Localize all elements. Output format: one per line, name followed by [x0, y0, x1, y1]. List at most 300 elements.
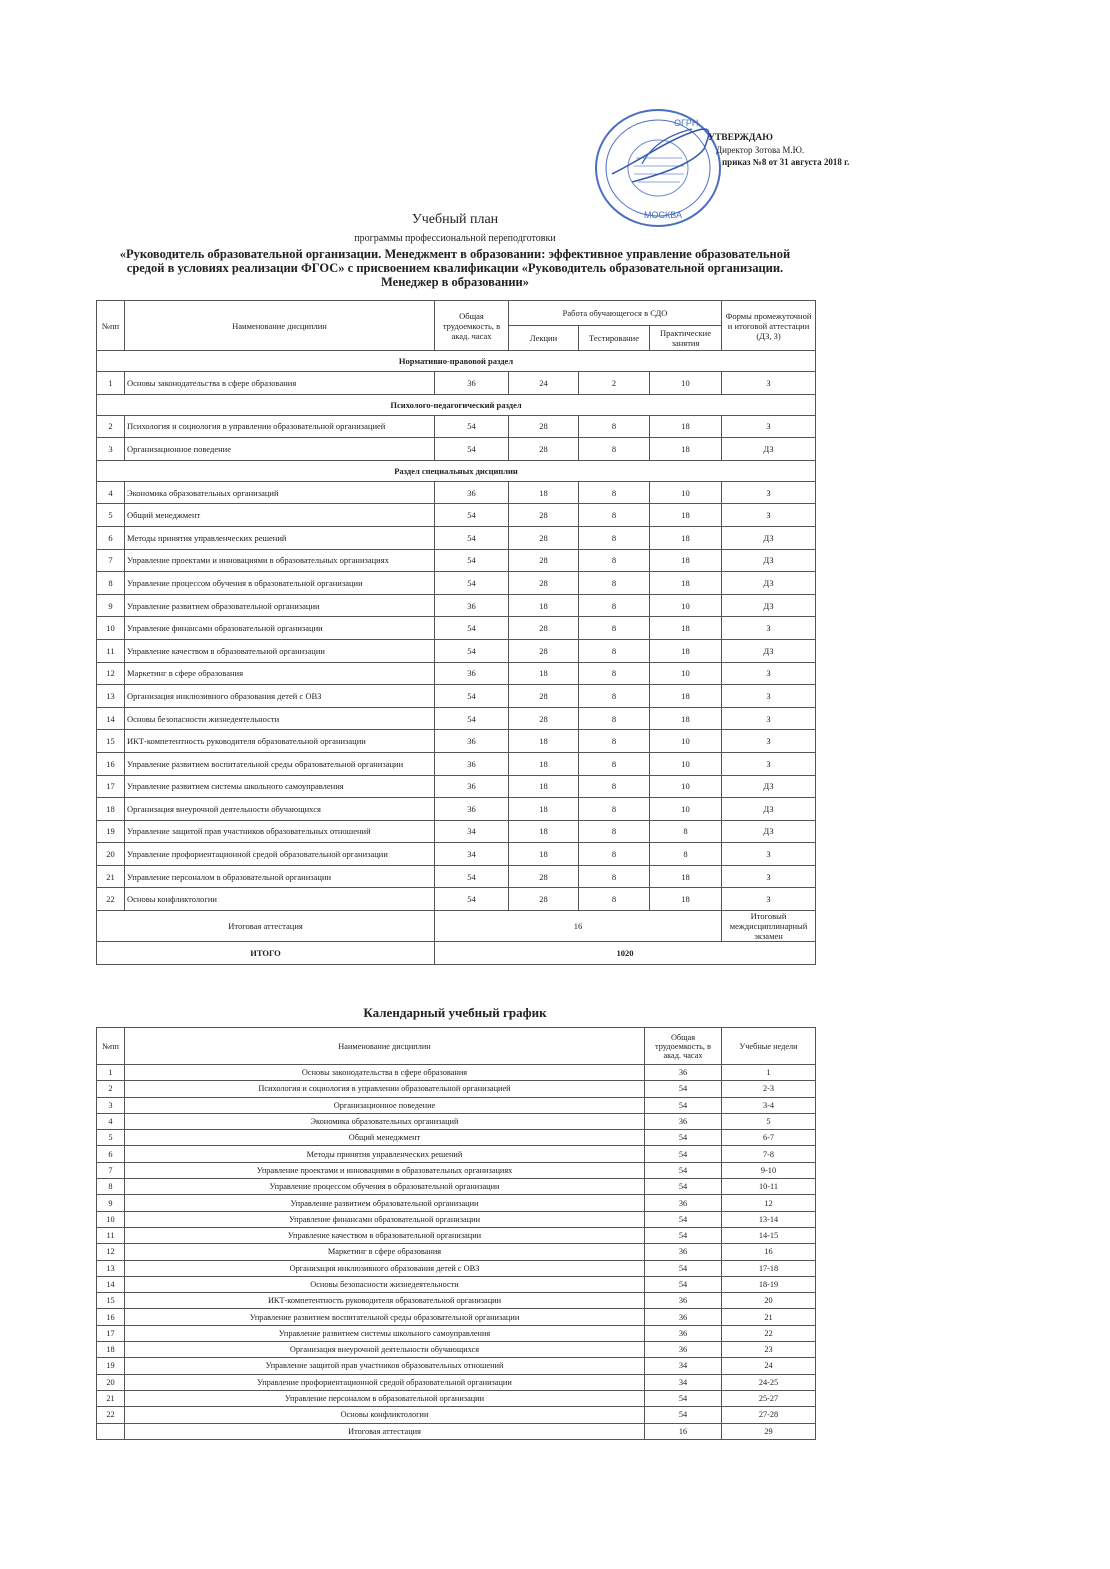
- section-row: [97, 394, 816, 415]
- approval-order: приказ №8 от 31 августа 2018 г.: [722, 157, 850, 167]
- row-num: 14: [97, 1276, 125, 1292]
- study-weeks: 29: [722, 1423, 816, 1439]
- table-row: [97, 685, 816, 708]
- testing-hours: 8: [579, 775, 650, 798]
- practice-hours: 10: [650, 372, 722, 395]
- table-row: [97, 1065, 816, 1081]
- assessment-form: ДЗ: [722, 572, 816, 595]
- study-weeks: 16: [722, 1244, 816, 1260]
- practice-hours: 8: [650, 843, 722, 866]
- calendar-title: Календарный учебный график: [363, 1005, 547, 1020]
- total-hours: 36: [435, 752, 509, 775]
- stamp-text-top: ОГРН: [674, 118, 699, 128]
- discipline-name: Управление персоналом в образовательной организации: [125, 1390, 645, 1406]
- practice-hours: 18: [650, 888, 722, 911]
- header-name: Наименование дисциплин: [125, 301, 435, 351]
- stamp-text-bottom: МОСКВА: [644, 210, 682, 220]
- study-weeks: 9-10: [722, 1162, 816, 1178]
- row-num: 3: [97, 1097, 125, 1113]
- assessment-form: З: [722, 752, 816, 775]
- total-hours: 36: [435, 481, 509, 504]
- assessment-form: З: [722, 707, 816, 730]
- study-weeks: 23: [722, 1342, 816, 1358]
- row-num: 9: [97, 1195, 125, 1211]
- section-title: Психолого-педагогический раздел: [97, 394, 816, 415]
- total-hours: 16: [645, 1423, 722, 1439]
- total-hours: 36: [645, 1293, 722, 1309]
- total-hours: 36: [645, 1342, 722, 1358]
- row-num: 17: [97, 1325, 125, 1341]
- assessment-form: З: [722, 415, 816, 438]
- row-num: 12: [97, 1244, 125, 1260]
- table-row: [97, 1081, 816, 1097]
- approval-director: Директор Зотова М.Ю.: [716, 145, 805, 155]
- discipline-name: Управление проектами и инновациями в образовательных организациях: [125, 549, 435, 572]
- total-hours: 36: [435, 662, 509, 685]
- plan-subtitle: программы профессиональной переподготовки: [354, 233, 556, 244]
- assessment-form: З: [722, 372, 816, 395]
- total-hours: 54: [435, 526, 509, 549]
- row-num: 8: [97, 1179, 125, 1195]
- total-hours: 54: [435, 549, 509, 572]
- testing-hours: 8: [579, 526, 650, 549]
- testing-hours: 8: [579, 504, 650, 527]
- total-hours: 54: [435, 639, 509, 662]
- table-row: [97, 843, 816, 866]
- practice-hours: 18: [650, 572, 722, 595]
- discipline-name: Управление развитием образовательной организации: [125, 594, 435, 617]
- practice-hours: 10: [650, 775, 722, 798]
- assessment-form: З: [722, 730, 816, 753]
- total-label: ИТОГО: [97, 942, 435, 965]
- table-row: [97, 865, 816, 888]
- table-row: [97, 1130, 816, 1146]
- header-forms: Формы промежуточной и итоговой аттестации (ДЗ, З): [722, 301, 816, 351]
- row-num: 4: [97, 481, 125, 504]
- row-num: 11: [97, 1227, 125, 1243]
- table-row: [97, 888, 816, 911]
- table-row: [97, 1374, 816, 1390]
- table-row: [97, 372, 816, 395]
- row-num: 3: [97, 438, 125, 461]
- practice-hours: 10: [650, 730, 722, 753]
- lecture-hours: 28: [509, 572, 579, 595]
- row-num: 19: [97, 820, 125, 843]
- study-weeks: 18-19: [722, 1276, 816, 1292]
- total-hours: 34: [435, 843, 509, 866]
- discipline-name: Организационное поведение: [125, 1097, 645, 1113]
- total-hours: 54: [645, 1179, 722, 1195]
- testing-hours: 8: [579, 730, 650, 753]
- practice-hours: 18: [650, 415, 722, 438]
- total-hours: 54: [645, 1390, 722, 1406]
- discipline-name: Итоговая аттестация: [125, 1423, 645, 1439]
- program-name: «Руководитель образовательной организации. Менеджмент в образовании: эффективное управление образовательной средой в условиях реализации ФГОС» с присвоением квалификации «Руководитель образовательной организации. Менеджер в образовании»: [119, 247, 791, 289]
- practice-hours: 8: [650, 820, 722, 843]
- cal-header-weeks: Учебные недели: [722, 1028, 816, 1065]
- testing-hours: 8: [579, 594, 650, 617]
- study-plan-table: [96, 300, 816, 965]
- assessment-form: ДЗ: [722, 775, 816, 798]
- lecture-hours: 24: [509, 372, 579, 395]
- row-num: 1: [97, 1065, 125, 1081]
- total-hours: 36: [645, 1325, 722, 1341]
- testing-hours: 8: [579, 617, 650, 640]
- practice-hours: 10: [650, 662, 722, 685]
- table-row: [97, 1325, 816, 1341]
- discipline-name: ИКТ-компетентность руководителя образовательной организации: [125, 730, 435, 753]
- testing-hours: 8: [579, 662, 650, 685]
- total-hours: 36: [435, 730, 509, 753]
- table-row: [97, 1293, 816, 1309]
- study-weeks: 10-11: [722, 1179, 816, 1195]
- discipline-name: ИКТ-компетентность руководителя образовательной организации: [125, 1293, 645, 1309]
- header-lectures: Лекции: [509, 326, 579, 351]
- total-hours: 54: [435, 617, 509, 640]
- discipline-name: Управление защитой прав участников образовательных отношений: [125, 820, 435, 843]
- discipline-name: Основы безопасности жизнедеятельности: [125, 1276, 645, 1292]
- table-row: [97, 798, 816, 821]
- header-testing: Тестирование: [579, 326, 650, 351]
- assessment-form: З: [722, 865, 816, 888]
- discipline-name: Управление финансами образовательной организации: [125, 1211, 645, 1227]
- discipline-name: Основы законодательства в сфере образования: [125, 1065, 645, 1081]
- row-num: 2: [97, 415, 125, 438]
- lecture-hours: 28: [509, 617, 579, 640]
- row-num: 8: [97, 572, 125, 595]
- table-row: [97, 1423, 816, 1439]
- lecture-hours: 18: [509, 843, 579, 866]
- practice-hours: 10: [650, 594, 722, 617]
- practice-hours: 18: [650, 549, 722, 572]
- discipline-name: Основы конфликтологии: [125, 888, 435, 911]
- practice-hours: 10: [650, 481, 722, 504]
- row-num: 10: [97, 1211, 125, 1227]
- total-hours: 34: [435, 820, 509, 843]
- total-hours: 54: [435, 572, 509, 595]
- discipline-name: Основы безопасности жизнедеятельности: [125, 707, 435, 730]
- row-num: 20: [97, 1374, 125, 1390]
- total-hours: 54: [645, 1407, 722, 1423]
- table-row: [97, 752, 816, 775]
- study-weeks: 27-28: [722, 1407, 816, 1423]
- testing-hours: 2: [579, 372, 650, 395]
- testing-hours: 8: [579, 549, 650, 572]
- discipline-name: Основы законодательства в сфере образования: [125, 372, 435, 395]
- testing-hours: 8: [579, 438, 650, 461]
- header-total: Общая трудоемкость, в акад. часах: [435, 301, 509, 351]
- discipline-name: Управление развитием системы школьного самоуправления: [125, 1325, 645, 1341]
- testing-hours: 8: [579, 572, 650, 595]
- table-row: [97, 1407, 816, 1423]
- study-weeks: 5: [722, 1113, 816, 1129]
- total-hours: 54: [645, 1146, 722, 1162]
- row-num: [97, 1423, 125, 1439]
- table-row: [97, 1179, 816, 1195]
- lecture-hours: 28: [509, 707, 579, 730]
- discipline-name: Организация внеурочной деятельности обучающихся: [125, 798, 435, 821]
- testing-hours: 8: [579, 752, 650, 775]
- discipline-name: Управление профориентационной средой образовательной организации: [125, 1374, 645, 1390]
- discipline-name: Управление развитием воспитательной среды образовательной организации: [125, 1309, 645, 1325]
- study-weeks: 13-14: [722, 1211, 816, 1227]
- row-num: 4: [97, 1113, 125, 1129]
- total-hours: 54: [435, 707, 509, 730]
- row-num: 9: [97, 594, 125, 617]
- discipline-name: Управление проектами и инновациями в образовательных организациях: [125, 1162, 645, 1178]
- lecture-hours: 28: [509, 865, 579, 888]
- row-num: 21: [97, 865, 125, 888]
- total-hours: 54: [645, 1097, 722, 1113]
- table-row: [97, 1309, 816, 1325]
- study-weeks: 3-4: [722, 1097, 816, 1113]
- study-weeks: 21: [722, 1309, 816, 1325]
- lecture-hours: 18: [509, 775, 579, 798]
- table-row: [97, 1097, 816, 1113]
- total-hours: 36: [435, 594, 509, 617]
- cal-header-name: Наименование дисциплин: [125, 1028, 645, 1065]
- table-row: [97, 1244, 816, 1260]
- row-num: 2: [97, 1081, 125, 1097]
- testing-hours: 8: [579, 820, 650, 843]
- row-num: 16: [97, 1309, 125, 1325]
- discipline-name: Общий менеджмент: [125, 504, 435, 527]
- study-weeks: 20: [722, 1293, 816, 1309]
- lecture-hours: 18: [509, 820, 579, 843]
- practice-hours: 18: [650, 707, 722, 730]
- lecture-hours: 28: [509, 549, 579, 572]
- testing-hours: 8: [579, 415, 650, 438]
- table-row: [97, 1146, 816, 1162]
- discipline-name: Основы конфликтологии: [125, 1407, 645, 1423]
- study-weeks: 2-3: [722, 1081, 816, 1097]
- total-hours: 54: [645, 1130, 722, 1146]
- lecture-hours: 28: [509, 639, 579, 662]
- assessment-form: З: [722, 504, 816, 527]
- table-row: [97, 549, 816, 572]
- study-weeks: 24: [722, 1358, 816, 1374]
- lecture-hours: 18: [509, 594, 579, 617]
- practice-hours: 18: [650, 639, 722, 662]
- discipline-name: Маркетинг в сфере образования: [125, 662, 435, 685]
- practice-hours: 18: [650, 865, 722, 888]
- testing-hours: 8: [579, 798, 650, 821]
- table-row: [97, 526, 816, 549]
- section-title: Раздел специальных дисциплин: [97, 460, 816, 481]
- table-row: [97, 1260, 816, 1276]
- final-attestation-hours: 16: [435, 911, 722, 942]
- study-weeks: 22: [722, 1325, 816, 1341]
- table-row: [97, 415, 816, 438]
- row-num: 16: [97, 752, 125, 775]
- calendar-table: [96, 1027, 816, 1440]
- total-hours: 36: [645, 1244, 722, 1260]
- section-row: [97, 460, 816, 481]
- assessment-form: З: [722, 617, 816, 640]
- table-row: [97, 438, 816, 461]
- total-hours: 54: [435, 865, 509, 888]
- practice-hours: 18: [650, 504, 722, 527]
- study-weeks: 12: [722, 1195, 816, 1211]
- total-row: [97, 942, 816, 965]
- testing-hours: 8: [579, 639, 650, 662]
- assessment-form: ДЗ: [722, 549, 816, 572]
- testing-hours: 8: [579, 707, 650, 730]
- total-hours: 54: [645, 1081, 722, 1097]
- total-hours: 54: [435, 888, 509, 911]
- discipline-name: Управление персоналом в образовательной организации: [125, 865, 435, 888]
- practice-hours: 18: [650, 617, 722, 640]
- total-hours: 54: [435, 504, 509, 527]
- discipline-name: Психология и социология в управлении образовательной организацией: [125, 415, 435, 438]
- header-work: Работа обучающегося в СДО: [509, 301, 722, 326]
- discipline-name: Экономика образовательных организаций: [125, 1113, 645, 1129]
- lecture-hours: 28: [509, 438, 579, 461]
- study-weeks: 17-18: [722, 1260, 816, 1276]
- table-row: [97, 662, 816, 685]
- lecture-hours: 18: [509, 798, 579, 821]
- discipline-name: Управление качеством в образовательной организации: [125, 1227, 645, 1243]
- discipline-name: Управление профориентационной средой образовательной организации: [125, 843, 435, 866]
- total-hours: 1020: [435, 942, 816, 965]
- cal-header-num: №пп: [97, 1028, 125, 1065]
- row-num: 14: [97, 707, 125, 730]
- total-hours: 54: [645, 1276, 722, 1292]
- total-hours: 36: [435, 372, 509, 395]
- study-weeks: 7-8: [722, 1146, 816, 1162]
- approval-block: [706, 132, 849, 168]
- testing-hours: 8: [579, 685, 650, 708]
- assessment-form: ДЗ: [722, 639, 816, 662]
- table-row: [97, 504, 816, 527]
- row-num: 6: [97, 526, 125, 549]
- practice-hours: 10: [650, 798, 722, 821]
- header-practice: Практические занятия: [650, 326, 722, 351]
- table-row: [97, 1276, 816, 1292]
- study-weeks: 1: [722, 1065, 816, 1081]
- row-num: 19: [97, 1358, 125, 1374]
- total-hours: 36: [645, 1195, 722, 1211]
- row-num: 12: [97, 662, 125, 685]
- discipline-name: Методы принятия управленческих решений: [125, 1146, 645, 1162]
- discipline-name: Управление финансами образовательной организации: [125, 617, 435, 640]
- row-num: 17: [97, 775, 125, 798]
- section-title: Нормативно-правовой раздел: [97, 351, 816, 372]
- total-hours: 36: [645, 1113, 722, 1129]
- study-weeks: 6-7: [722, 1130, 816, 1146]
- lecture-hours: 18: [509, 481, 579, 504]
- row-num: 5: [97, 1130, 125, 1146]
- total-hours: 36: [645, 1065, 722, 1081]
- discipline-name: Общий менеджмент: [125, 1130, 645, 1146]
- lecture-hours: 28: [509, 526, 579, 549]
- total-hours: 54: [645, 1162, 722, 1178]
- discipline-name: Управление защитой прав участников образовательных отношений: [125, 1358, 645, 1374]
- row-num: 13: [97, 1260, 125, 1276]
- discipline-name: Психология и социология в управлении образовательной организацией: [125, 1081, 645, 1097]
- table-row: [97, 1342, 816, 1358]
- approval-title: УТВЕРЖДАЮ: [708, 133, 773, 143]
- section-row: [97, 351, 816, 372]
- row-num: 15: [97, 730, 125, 753]
- discipline-name: Методы принятия управленческих решений: [125, 526, 435, 549]
- practice-hours: 18: [650, 526, 722, 549]
- table-row: [97, 1195, 816, 1211]
- assessment-form: З: [722, 685, 816, 708]
- table-row: [97, 1211, 816, 1227]
- row-num: 18: [97, 1342, 125, 1358]
- total-hours: 54: [435, 415, 509, 438]
- total-hours: 36: [435, 798, 509, 821]
- row-num: 13: [97, 685, 125, 708]
- study-weeks: 14-15: [722, 1227, 816, 1243]
- table-row: [97, 639, 816, 662]
- assessment-form: З: [722, 481, 816, 504]
- row-num: 20: [97, 843, 125, 866]
- cal-header-total: Общая трудоемкость, в акад. часах: [645, 1028, 722, 1065]
- assessment-form: ДЗ: [722, 820, 816, 843]
- practice-hours: 18: [650, 685, 722, 708]
- testing-hours: 8: [579, 888, 650, 911]
- row-num: 7: [97, 1162, 125, 1178]
- total-hours: 54: [435, 438, 509, 461]
- row-num: 10: [97, 617, 125, 640]
- total-hours: 36: [645, 1309, 722, 1325]
- row-num: 6: [97, 1146, 125, 1162]
- assessment-form: ДЗ: [722, 438, 816, 461]
- row-num: 5: [97, 504, 125, 527]
- table-row: [97, 594, 816, 617]
- row-num: 1: [97, 372, 125, 395]
- assessment-form: З: [722, 843, 816, 866]
- discipline-name: Управление развитием системы школьного самоуправления: [125, 775, 435, 798]
- lecture-hours: 28: [509, 685, 579, 708]
- lecture-hours: 18: [509, 662, 579, 685]
- row-num: 18: [97, 798, 125, 821]
- discipline-name: Маркетинг в сфере образования: [125, 1244, 645, 1260]
- discipline-name: Управление качеством в образовательной организации: [125, 639, 435, 662]
- total-hours: 34: [645, 1358, 722, 1374]
- table-row: [97, 1390, 816, 1406]
- table-row: [97, 1227, 816, 1243]
- practice-hours: 10: [650, 752, 722, 775]
- lecture-hours: 28: [509, 504, 579, 527]
- practice-hours: 18: [650, 438, 722, 461]
- discipline-name: Управление процессом обучения в образовательной организации: [125, 1179, 645, 1195]
- assessment-form: ДЗ: [722, 526, 816, 549]
- table-row: [97, 617, 816, 640]
- lecture-hours: 28: [509, 888, 579, 911]
- assessment-form: З: [722, 888, 816, 911]
- discipline-name: Организация инклюзивного образования детей с ОВЗ: [125, 685, 435, 708]
- lecture-hours: 18: [509, 752, 579, 775]
- total-hours: 36: [435, 775, 509, 798]
- testing-hours: 8: [579, 481, 650, 504]
- total-hours: 54: [645, 1211, 722, 1227]
- row-num: 15: [97, 1293, 125, 1309]
- table-row: [97, 730, 816, 753]
- discipline-name: Организационное поведение: [125, 438, 435, 461]
- table-row: [97, 707, 816, 730]
- discipline-name: Управление процессом обучения в образовательной организации: [125, 572, 435, 595]
- final-attestation-form: Итоговый междисциплинарный экзамен: [722, 911, 816, 942]
- testing-hours: 8: [579, 865, 650, 888]
- testing-hours: 8: [579, 843, 650, 866]
- discipline-name: Организация внеурочной деятельности обучающихся: [125, 1342, 645, 1358]
- discipline-name: Управление развитием воспитательной среды образовательной организации: [125, 752, 435, 775]
- lecture-hours: 18: [509, 730, 579, 753]
- discipline-name: Экономика образовательных организаций: [125, 481, 435, 504]
